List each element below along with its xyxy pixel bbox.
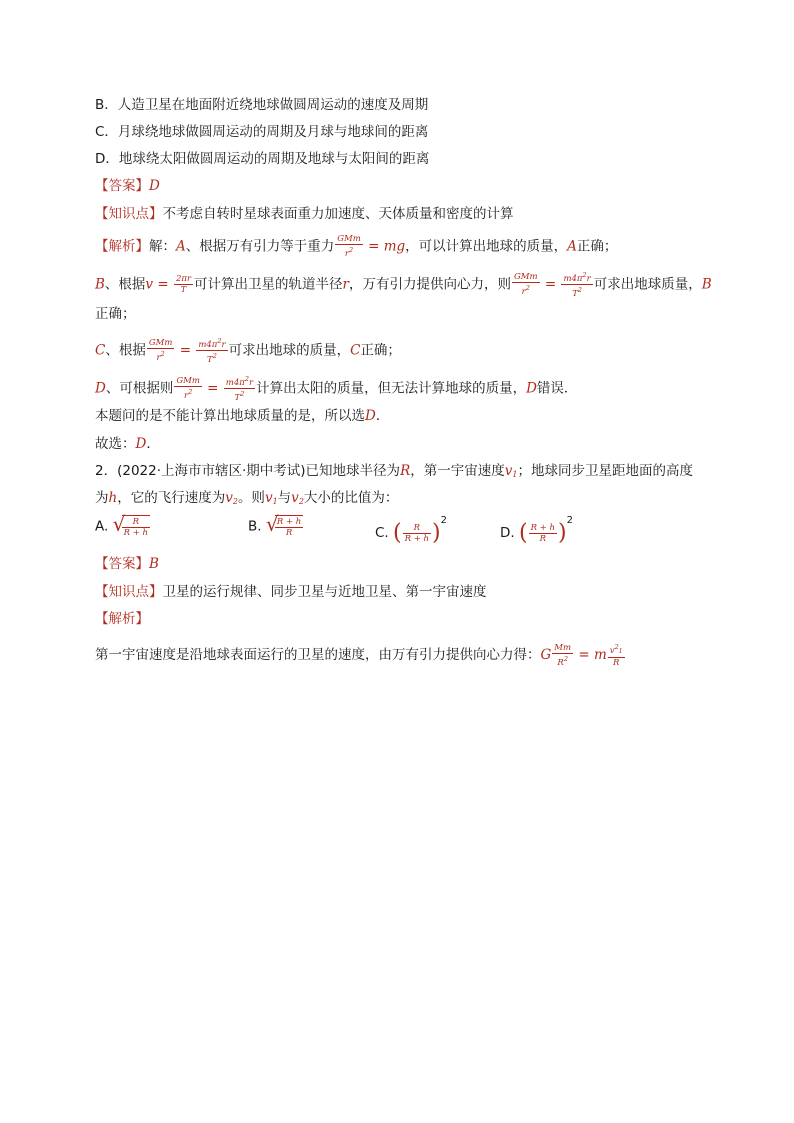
option-c-line: C．月球绕地球做圆周运动的周期及月球与地球间的距离 <box>95 124 429 140</box>
formula-gmm-r2: $\frac{\text{GMm}}{r^2}$ <box>337 234 361 259</box>
q2-option-b: B. √ $\frac{R + h}{R}$ <box>248 512 302 538</box>
sqrt-r-over-r-plus-h: √ $\frac{R}{R + h}$ <box>112 512 148 538</box>
formula-2pir-t: $\frac{2\pi r}{T}$ <box>175 274 192 295</box>
q2-option-c: C. ( $\frac{R}{R + h}$ )$^2$ <box>375 515 447 546</box>
sqrt-r-plus-h-over-r: √ $\frac{R + h}{R}$ <box>265 512 302 538</box>
answer-tag: 【答案】 <box>95 556 149 572</box>
q2-stem-line-2: 为h，它的飞行速度为$v_2$。则$v_1$与$v_2$大小的比值为： <box>95 490 399 506</box>
q1-explanation-line-5: D、可根据则 $\frac{\text{GMm}}{r^2}$ = $\frac{m4\pi^2r}{T^2}$ 计算出太阳的质量，但无法计算地球的质量，D错误． <box>95 375 578 403</box>
q1-explanation-line-4: C、根据 $\frac{\text{GMm}}{r^2}$ = $\frac{m4\pi^2r}{T^2}$ 可求出地球的质量，C正确； <box>95 337 401 365</box>
knowledge-tag: 【知识点】 <box>95 206 163 222</box>
formula-m4pi2r-t2: $\frac{m4\pi^2r}{T^2}$ <box>563 271 591 299</box>
knowledge-text: 不考虑自转时星球表面重力加速度、天体质量和密度的计算 <box>162 206 514 222</box>
answer-value: B <box>149 556 159 572</box>
formula-eq-mg: = mg <box>363 238 406 255</box>
q2-explanation-line-1: 第一宇宙速度是沿地球表面运行的卫星的速度，由万有引力提供向心力得：G $\frac{Mm}{R^2}$ = m $\frac{v^21}{R}$ <box>95 642 623 668</box>
q1-explanation-line-6: 本题问的是不能计算出地球质量的是，所以选D． <box>95 408 390 424</box>
option-d-line: D．地球绕太阳做圆周运动的周期及地球与太阳间的距离 <box>95 151 430 167</box>
q2-option-d: D. ( $\frac{R + h}{R}$ )$^2$ <box>500 515 573 546</box>
formula-v1sq-r: $\frac{v^21}{R}$ <box>609 643 623 668</box>
q1-answer <box>95 176 724 196</box>
knowledge-text: 卫星的运行规律、同步卫星与近地卫星、第一宇宙速度 <box>162 584 487 600</box>
q1-explanation-line-3: 正确； <box>95 306 136 322</box>
q1-explanation-line-1: 【解析】解：A、根据万有引力等于重力 $\frac{\text{GMm}}{r^2}$ = mg，可以计算出地球的质量，A正确； <box>95 234 618 259</box>
formula-mm-r2: $\frac{Mm}{R^2}$ <box>554 642 572 668</box>
q1-explanation-line-2: B、根据v = $\frac{2\pi r}{T}$ 可计算出卫星的轨道半径r，万有引力提供向心力，则 $\frac{\text{GMm}}{r^2}$ = $\frac{m4\pi^2r}{T^2}$ 可求出地球质量，B <box>95 271 712 299</box>
answer-tag: 【答案】 <box>95 178 149 194</box>
answer-value: D <box>149 178 160 194</box>
knowledge-tag: 【知识点】 <box>95 584 163 600</box>
q2-answer <box>95 554 724 574</box>
q2-option-a: A. √ $\frac{R}{R + h}$ <box>95 512 148 538</box>
option-b-line: B．人造卫星在地面附近绕地球做圆周运动的速度及周期 <box>95 97 429 113</box>
q2-knowledge-point <box>95 582 724 602</box>
q1-knowledge-point <box>95 204 724 224</box>
explanation-tag: 【解析】 <box>95 238 149 255</box>
q2-stem-line-1: 2．(2022·上海市市辖区·期中考试)已知地球半径为R，第一宇宙速度$v_1$；地球同步卫星距地面的高度 <box>95 463 693 479</box>
q1-final-choice: 故选：D． <box>95 436 160 452</box>
q2-explanation-tag: 【解析】 <box>95 611 149 627</box>
